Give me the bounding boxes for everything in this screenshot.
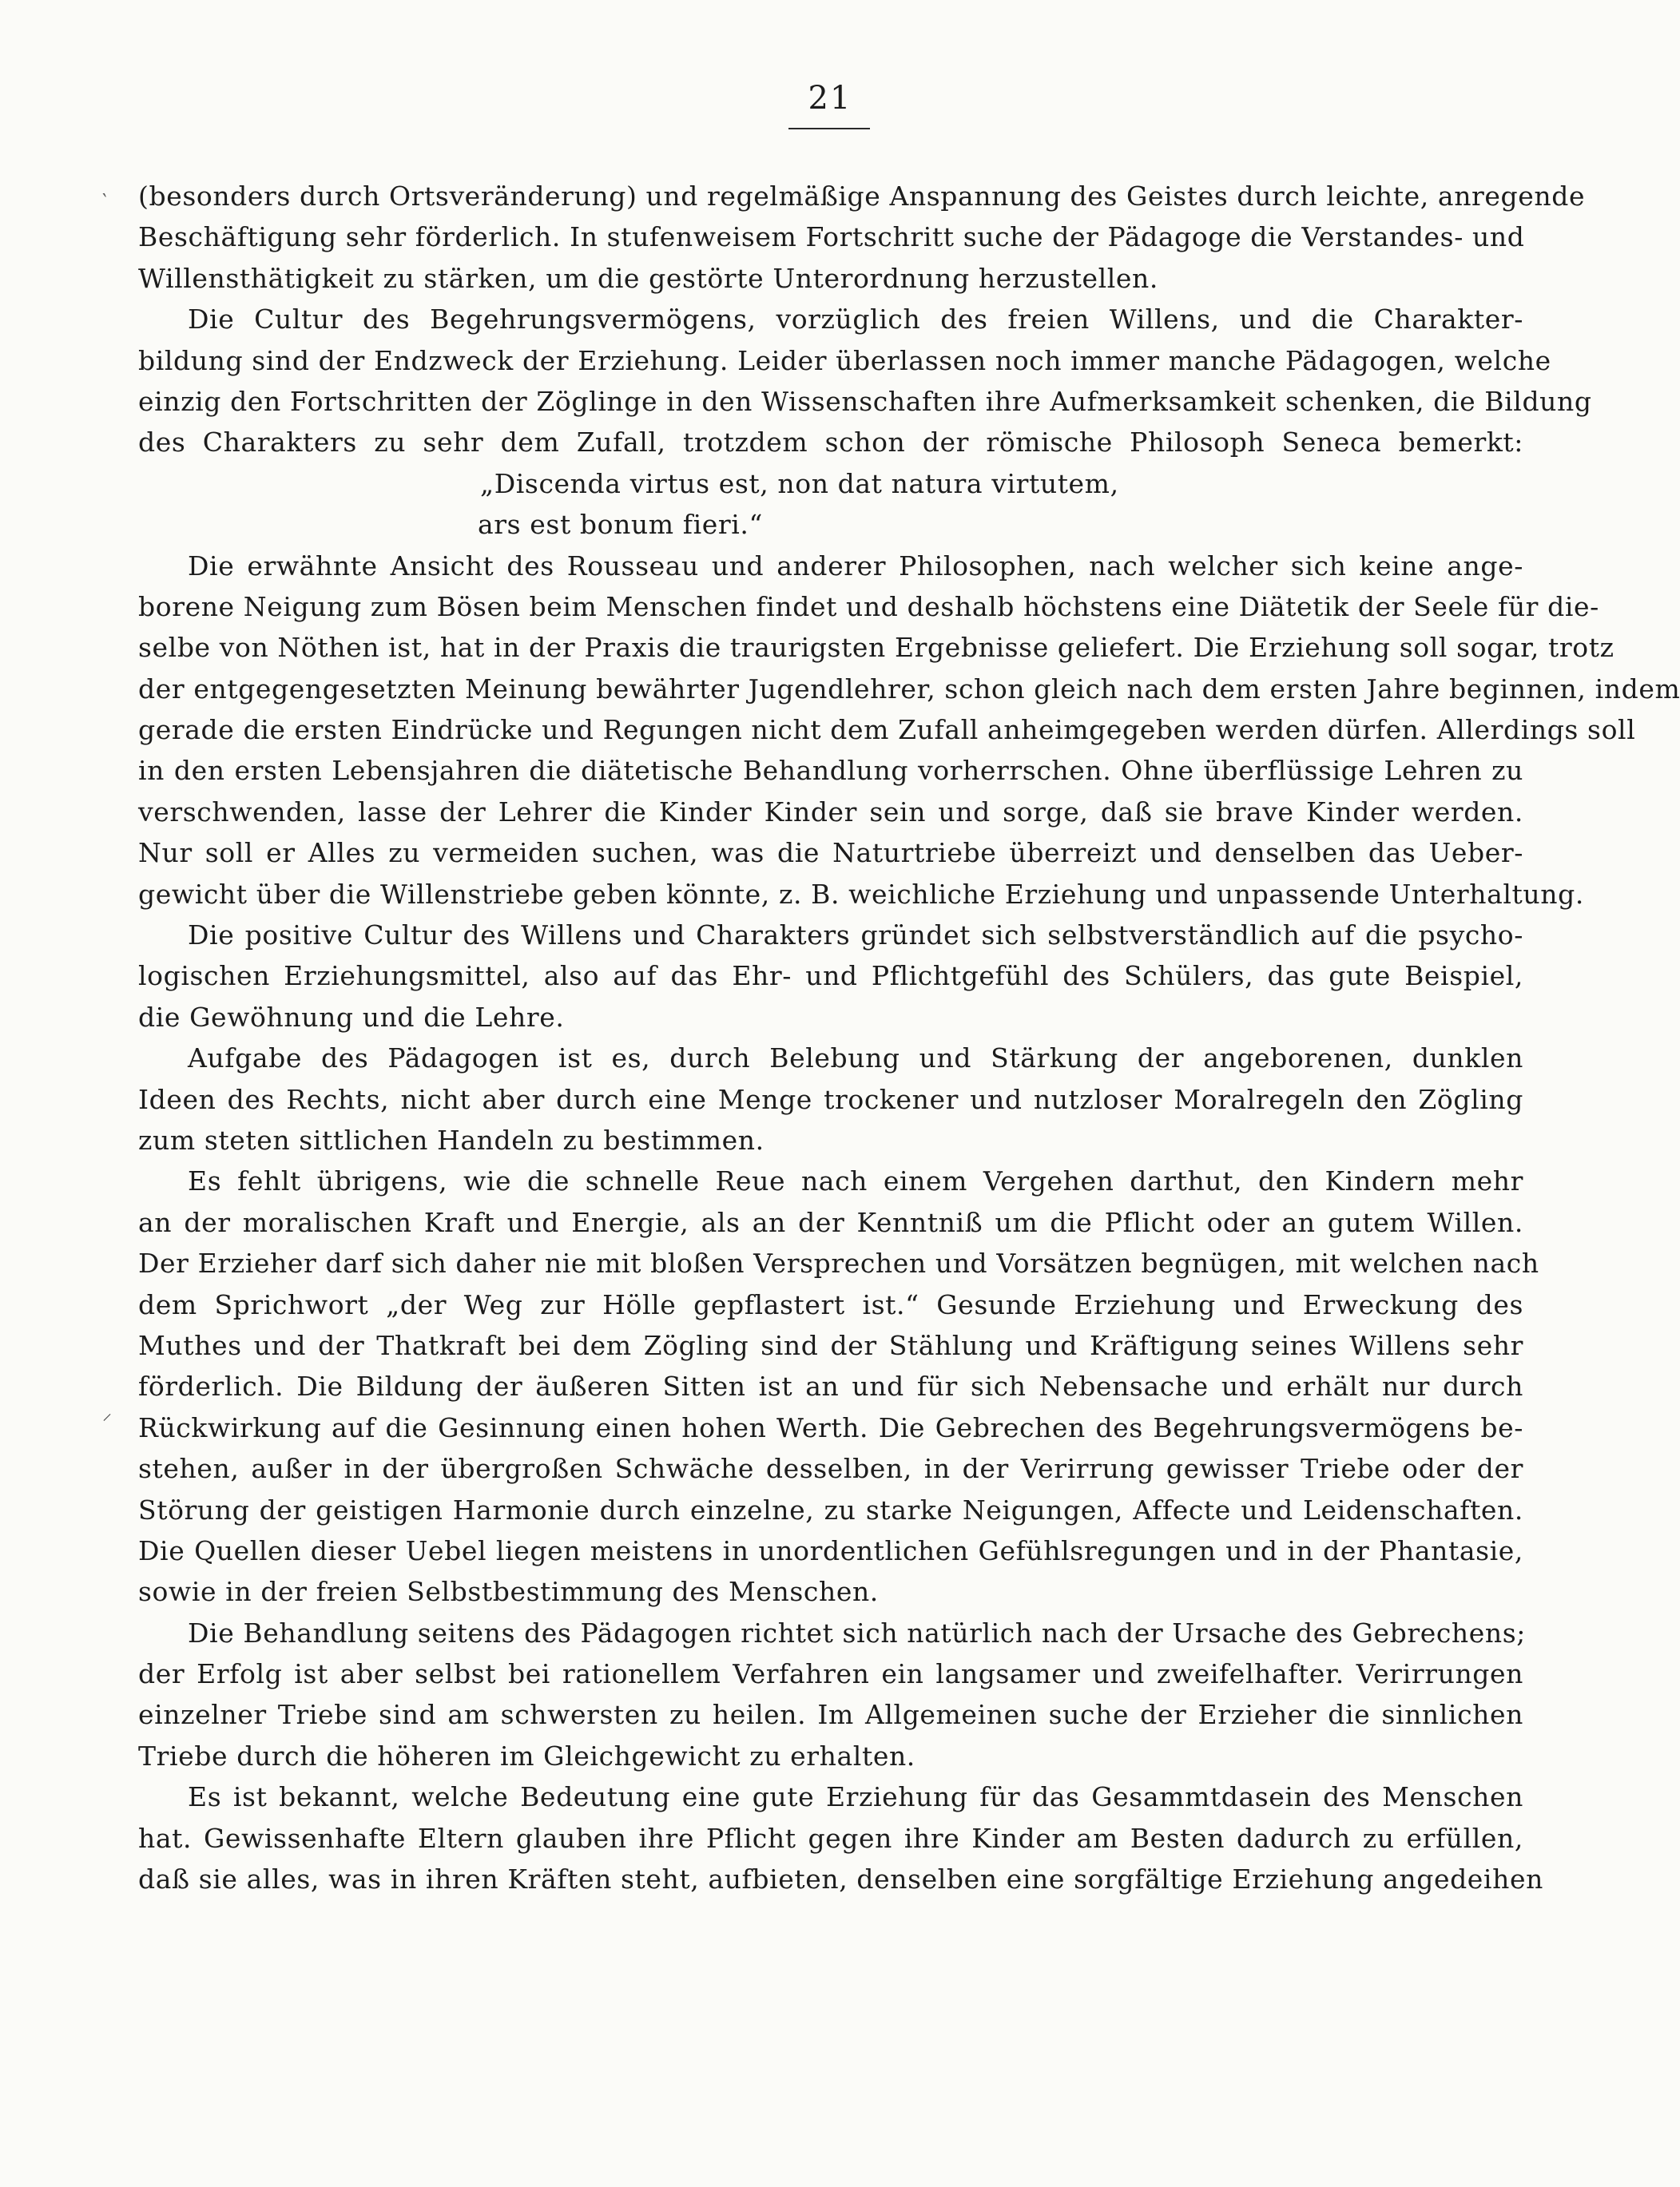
text-line: daß sie alles, was in ihren Kräften steht, aufbieten, denselben eine sorgfältige Erziehung angedeihen [138, 1864, 1543, 1895]
quote-line: ars est bonum fieri.“ [478, 509, 763, 541]
text-line: zum steten sittlichen Handeln zu bestimmen. [138, 1124, 765, 1156]
text-line: selbe von Nöthen ist, hat in der Praxis die traurigsten Ergebnisse geliefert. Die Erziehung soll sogar, trotz [138, 632, 1614, 664]
text-line: Es fehlt übrigens, wie die schnelle Reue nach einem Vergehen darthut, den Kindern mehr [188, 1165, 1523, 1197]
text-line: Beschäftigung sehr förderlich. In stufenweisem Fortschritt suche der Pädagoge die Verstandes- und [138, 221, 1525, 253]
text-line: borene Neigung zum Bösen beim Menschen findet und deshalb höchstens eine Diätetik der Seele für die- [138, 590, 1599, 622]
text-line: Muthes und der Thatkraft bei dem Zögling sind der Stählung und Kräftigung seines Willens sehr [138, 1329, 1523, 1361]
page-number-rule [788, 128, 870, 129]
text-line: verschwenden, lasse der Lehrer die Kinder Kinder sein und sorge, daß sie brave Kinder werden. [138, 796, 1523, 828]
text-line: einzelner Triebe sind am schwersten zu heilen. Im Allgemeinen suche der Erzieher die sinnlichen [138, 1699, 1523, 1731]
text-line: in den ersten Lebensjahren die diätetische Behandlung vorherrschen. Ohne überflüssige Lehren zu [138, 755, 1523, 787]
margin-tick-mark: ⸝ [102, 1402, 112, 1424]
text-line: hat. Gewissenhafte Eltern glauben ihre Pflicht gegen ihre Kinder am Besten dadurch zu erfüllen, [138, 1822, 1523, 1854]
text-line: Nur soll er Alles zu vermeiden suchen, was die Naturtriebe überreizt und denselben das Ueber- [138, 837, 1523, 869]
text-line: die Gewöhnung und die Lehre. [138, 1001, 565, 1033]
text-line: gerade die ersten Eindrücke und Regungen nicht dem Zufall anheimgegeben werden dürfen. Allerdings soll [138, 714, 1636, 746]
text-line: Störung der geistigen Harmonie durch einzelne, zu starke Neigungen, Affecte und Leidenschaften. [138, 1494, 1523, 1526]
text-line: Rückwirkung auf die Gesinnung einen hohen Werth. Die Gebrechen des Begehrungsvermögens be- [138, 1411, 1523, 1443]
text-line: an der moralischen Kraft und Energie, als an der Kenntniß um die Pflicht oder an gutem Willen. [138, 1206, 1523, 1238]
text-line: Willensthätigkeit zu stärken, um die gestörte Unterordnung herzustellen. [138, 262, 1158, 294]
text-line: der entgegengesetzten Meinung bewährter Jugendlehrer, schon gleich nach dem ersten Jahre beginnen, indem [138, 673, 1680, 705]
text-line: der Erfolg ist aber selbst bei rationellem Verfahren ein langsamer und zweifelhafter. Verirrungen [138, 1658, 1523, 1690]
text-line: Es ist bekannt, welche Bedeutung eine gute Erziehung für das Gesammtdasein des Menschen [188, 1781, 1523, 1813]
text-line: förderlich. Die Bildung der äußeren Sitten ist an und für sich Nebensache und erhält nur durch [138, 1371, 1523, 1403]
text-line: Triebe durch die höheren im Gleichgewicht zu erhalten. [138, 1740, 915, 1772]
text-line: Die Quellen dieser Uebel liegen meistens in unordentlichen Gefühlsregungen und in der Phantasie, [138, 1534, 1523, 1566]
text-line: bildung sind der Endzweck der Erziehung. Leider überlassen noch immer manche Pädagogen, welche [138, 344, 1551, 376]
text-line: gewicht über die Willenstriebe geben könnte, z. B. weichliche Erziehung und unpassende Unterhaltung. [138, 878, 1584, 910]
text-line: logischen Erziehungsmittel, also auf das Ehr- und Pflichtgefühl des Schülers, das gute Beispiel, [138, 960, 1523, 992]
text-line: stehen, außer in der übergroßen Schwäche desselben, in der Verirrung gewisser Triebe oder der [138, 1453, 1523, 1485]
quote-line: „Discenda virtus est, non dat natura virtutem, [480, 467, 1119, 499]
text-line: Ideen des Rechts, nicht aber durch eine Menge trockener und nutzloser Moralregeln den Zögling [138, 1083, 1523, 1115]
text-line: (besonders durch Ortsveränderung) und regelmäßige Anspannung des Geistes durch leichte, anregende [138, 181, 1586, 212]
text-line: Die Behandlung seitens des Pädagogen richtet sich natürlich nach der Ursache des Gebrechens; [188, 1617, 1527, 1649]
margin-tick-mark: ‵ [102, 190, 107, 212]
text-line: Der Erzieher darf sich daher nie mit bloßen Versprechen und Vorsätzen begnügen, mit welchen nach [138, 1248, 1539, 1280]
text-line: Die positive Cultur des Willens und Charakters gründet sich selbstverständlich auf die psycho- [188, 919, 1523, 951]
page-number: 21 [808, 80, 852, 117]
text-line: einzig den Fortschritten der Zöglinge in den Wissenschaften ihre Aufmerksamkeit schenken, die Bildung [138, 385, 1592, 417]
text-line: dem Sprichwort „der Weg zur Hölle gepflastert ist.“ Gesunde Erziehung und Erweckung des [138, 1288, 1523, 1320]
text-line: Die Cultur des Begehrungsvermögens, vorzüglich des freien Willens, und die Charakter- [188, 304, 1523, 335]
text-line: Aufgabe des Pädagogen ist es, durch Belebung und Stärkung der angeborenen, dunklen [188, 1042, 1523, 1074]
text-line: des Charakters zu sehr dem Zufall, trotzdem schon der römische Philosoph Seneca bemerkt: [138, 427, 1523, 458]
text-line: sowie in der freien Selbstbestimmung des Menschen. [138, 1576, 879, 1608]
body-text [138, 176, 1680, 1899]
text-line: Die erwähnte Ansicht des Rousseau und anderer Philosophen, nach welcher sich keine ange- [188, 550, 1523, 581]
